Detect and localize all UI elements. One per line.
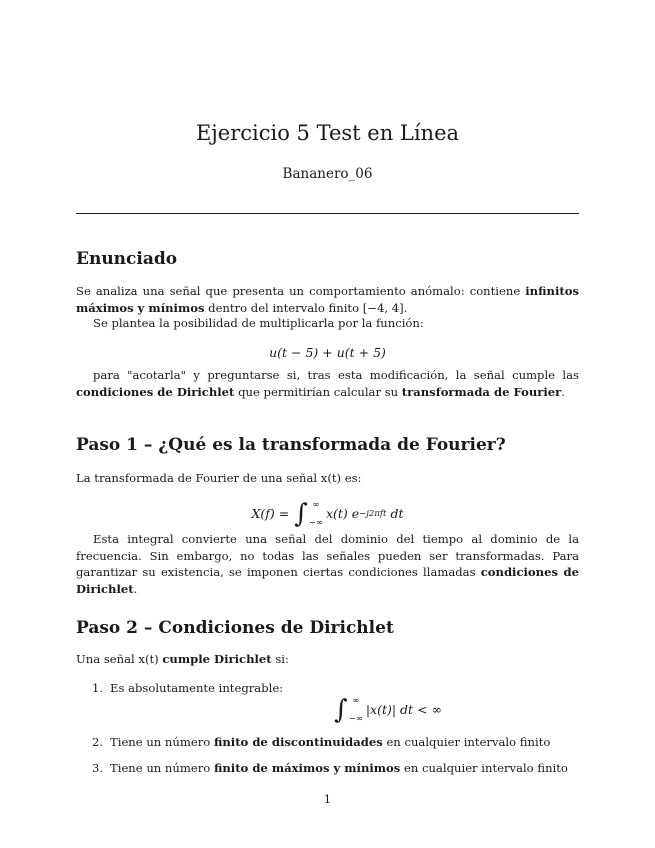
enunciado-paragraph-1: Se analiza una señal que presenta un comportamiento anómalo: contiene infinitos máximos y mínimos dentro del intervalo finito [−4, 4].	[76, 284, 579, 315]
equation-absolute-integrable: ∫ ∞ −∞ |x(t)| dt < ∞	[334, 695, 442, 725]
equation-fourier-transform: X(f) = ∫ ∞ −∞ x(t) e −j2πft dt	[251, 499, 404, 529]
heading-paso-2: Paso 2 – Condiciones de Dirichlet	[76, 618, 394, 638]
paso1-paragraph-2: Esta integral convierte una señal del dominio del tiempo al dominio de la frecuencia. Sin embargo, no todas las señales pueden ser transformadas. Para garantizar su existencia, se imponen ciertas condiciones llamadas condiciones de Dirichlet.	[76, 532, 580, 596]
heading-enunciado: Enunciado	[76, 249, 178, 269]
title-rule	[76, 213, 579, 214]
list-item: 3. Tiene un número finito de máximos y mínimos en cualquier intervalo finito	[92, 761, 568, 775]
enunciado-paragraph-3: para "acotarla" y preguntarse si, tras esta modificación, la señal cumple las condiciones de Dirichlet que permitirían calcular su transformada de Fourier.	[76, 368, 579, 399]
list-item: 1. Es absolutamente integrable:	[92, 681, 284, 695]
equation-step-sum: u(t − 5) + u(t + 5)	[269, 345, 386, 360]
enunciado-paragraph-2: Se plantea la posibilidad de multiplicarla por la función:	[93, 316, 424, 330]
paso1-paragraph-1: La transformada de Fourier de una señal x(t) es:	[76, 471, 362, 485]
page-number: 1	[323, 792, 332, 806]
paso2-intro: Una señal x(t) cumple Dirichlet si:	[76, 652, 289, 666]
document-title: Ejercicio 5 Test en Línea	[195, 121, 460, 145]
list-item: 2. Tiene un número finito de discontinuidades en cualquier intervalo finito	[92, 735, 551, 749]
heading-paso-1: Paso 1 – ¿Qué es la transformada de Fourier?	[76, 435, 506, 455]
document-author: Bananero_06	[282, 166, 373, 182]
